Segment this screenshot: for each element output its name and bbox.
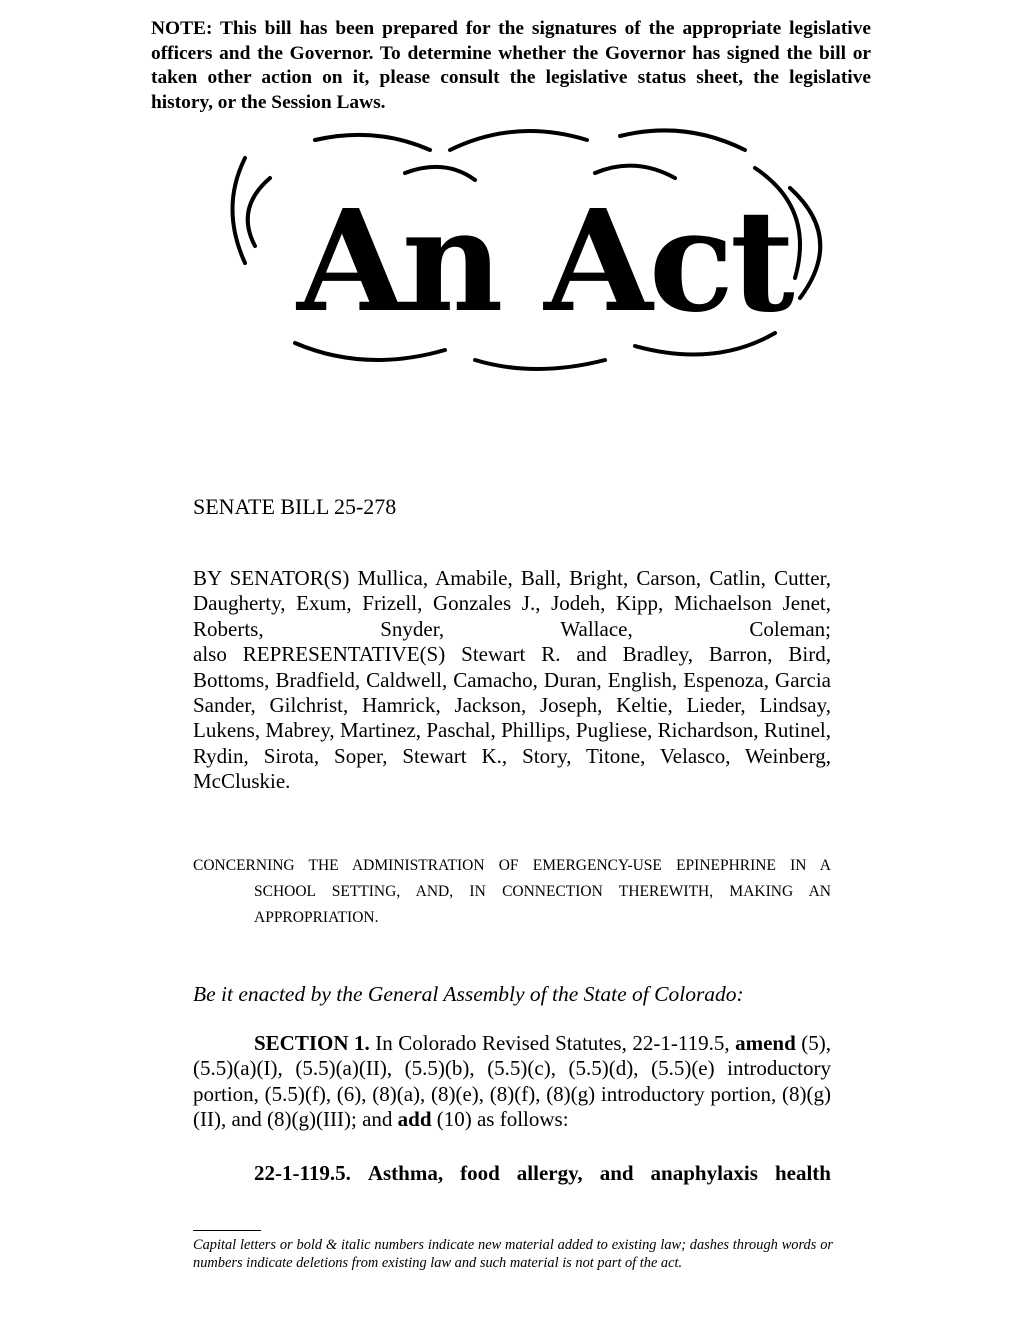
enacting-clause: Be it enacted by the General Assembly of the State of Colorado: bbox=[193, 982, 744, 1006]
statute-word: food bbox=[460, 1161, 500, 1185]
section-label: SECTION 1. bbox=[254, 1031, 370, 1055]
section-middle: (5), (5.5)(a)(I), (5.5)(a)(II), (5.5)(b), (5.5)(c), (5.5)(d), (5.5)(e) introductory portion, (5.5)(f), (6), (8)(a), (8)(e), (8)(f), (8)(g) introductory portion, (8)(g)(II), and (8)(g)(III); and bbox=[193, 1031, 832, 1131]
senate-sponsors: BY SENATOR(S) Mullica, Amabile, Ball, Bright, Carson, Catlin, Cutter, Daugherty, Exum, Frizell, Gonzales J., Jodeh, Kipp, Michaelson Jenet, Roberts, Snyder, Wallace, Coleman; bbox=[193, 566, 831, 641]
section-end: (10) as follows: bbox=[431, 1106, 569, 1131]
statute-number: 22-1-119.5. bbox=[254, 1161, 351, 1185]
section-intro: In Colorado Revised Statutes, 22-1-119.5, bbox=[369, 1031, 736, 1055]
statute-word: Asthma, bbox=[367, 1161, 444, 1185]
statute-word: and bbox=[599, 1161, 634, 1185]
signature-note: NOTE: This bill has been prepared for the signatures of the appropriate legislative officers and the Governor. To determine whether the Governor has signed the bill or taken other action on it, please consult the legislative status sheet, the legislative history, or the Session Laws. bbox=[151, 18, 871, 113]
bill-title bbox=[193, 853, 831, 931]
statute-word: anaphylaxis bbox=[650, 1161, 758, 1185]
bill-title-rest: SCHOOL SETTING, AND, IN CONNECTION THEREWITH, MAKING AN APPROPRIATION. bbox=[254, 883, 831, 926]
statute-word: health bbox=[774, 1161, 831, 1185]
an-act-logo-text: An Act bbox=[297, 180, 791, 344]
sponsors-block bbox=[193, 566, 831, 795]
statute-word: allergy, bbox=[516, 1161, 583, 1185]
house-sponsors: also REPRESENTATIVE(S) Stewart R. and Bradley, Barron, Bird, Bottoms, Bradfield, Caldwell, Camacho, Duran, English, Espenoza, Garcia Sander, Gilchrist, Hamrick, Jackson, Joseph, Keltie, Lieder, Lindsay, Lukens, Mabrey, Martinez, Paschal, Phillips, Pugliese, Richardson, Rutinel, Rydin, Sirota, Soper, Stewart K., Story, Titone, Velasco, Weinberg, McCluskie. bbox=[193, 642, 831, 794]
an-act-logo bbox=[215, 128, 845, 388]
bill-title-line1: CONCERNING THE ADMINISTRATION OF EMERGENCY-USE EPINEPHRINE IN A bbox=[193, 857, 831, 874]
bill-number: SENATE BILL 25-278 bbox=[193, 494, 397, 519]
amend-keyword: amend bbox=[735, 1031, 796, 1055]
statute-heading bbox=[254, 1161, 831, 1186]
section-1 bbox=[193, 1031, 831, 1132]
add-keyword: add bbox=[397, 1106, 432, 1131]
footnote: Capital letters or bold & italic numbers indicate new material added to existing law; dashes through words or numbers indicate deletions from existing law and such material is not part of the act. bbox=[193, 1237, 833, 1271]
footnote-divider bbox=[193, 1230, 261, 1231]
